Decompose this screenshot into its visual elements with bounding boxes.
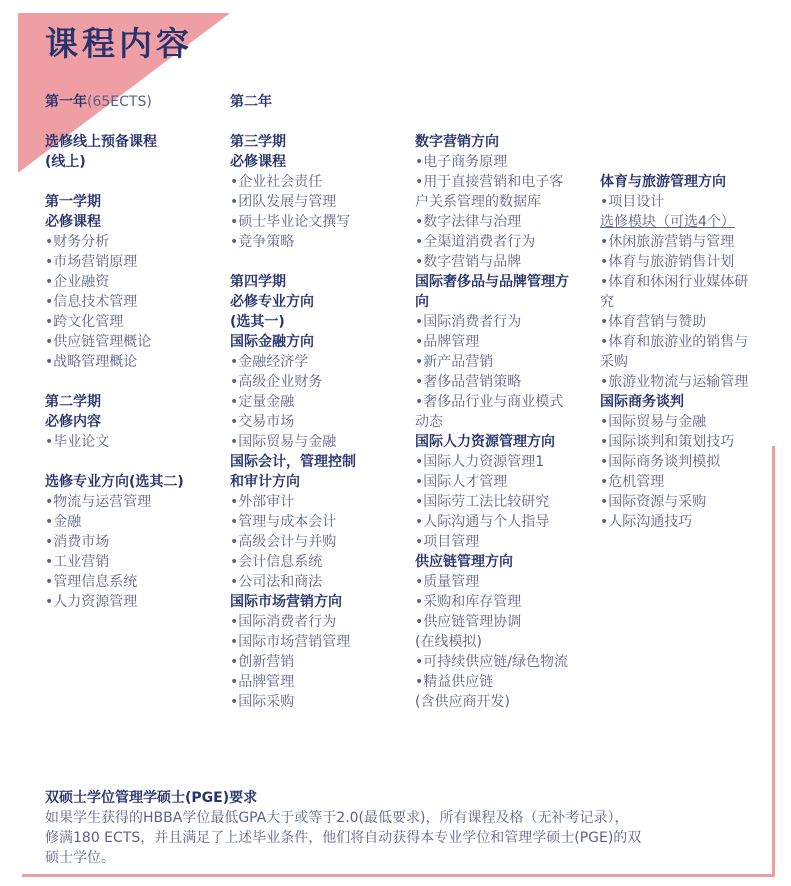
semester4-title: 第四学期 [230,274,286,290]
list-item: •供应链管理概论 [45,334,152,350]
list-item: •企业社会责任 [230,174,323,190]
luxury-track-title: 国际奢侈品与品牌管理方向 [415,274,569,310]
digital-marketing-track-title: 数字营销方向 [415,134,499,150]
list-item: •金融 [45,514,82,530]
list-item: •精益供应链 [415,674,494,690]
list-item: •国际消费者行为 [230,614,337,630]
pge-text-line3: 硕士学位。 [45,850,115,866]
list-item: •电子商务原理 [415,154,508,170]
list-item: •新产品营销 [415,354,494,370]
list-item: •用于直接营销和电子客户关系管理的数据库 [415,174,564,210]
accounting-track-title: 国际会计，管理控制 [230,454,356,470]
year2-heading: 第二年 [230,94,272,110]
list-item: •创新营销 [230,654,295,670]
list-item: •国际谈判和策划技巧 [600,434,735,450]
list-item: •危机管理 [600,474,665,490]
column-year2-c [600,172,762,532]
year1-label: 第一年 [45,94,87,110]
online-prep-title: 选修线上预备课程 [45,134,157,150]
semester3-title: 第三学期 [230,134,286,150]
list-item: •消费市场 [45,534,110,550]
list-item: •团队发展与管理 [230,194,337,210]
list-item: •品牌管理 [415,334,480,350]
list-item: •数字法律与治理 [415,214,522,230]
pge-text-line2: 修满180 ECTS，并且满足了上述毕业条件，他们将自动获得本专业学位和管理学硕士(PGE)的双 [45,830,642,846]
electives-title: 选修专业方向(选其二) [45,474,184,490]
list-item: •项目管理 [415,534,480,550]
list-item: •质量管理 [415,574,480,590]
list-item: •国际人才管理 [415,474,508,490]
list-item: •高级企业财务 [230,374,323,390]
list-item: •体育与旅游销售计划 [600,254,735,270]
list-item: •公司法和商法 [230,574,323,590]
decorative-pink-vertical-line [772,446,775,877]
list-item: •国际市场营销管理 [230,634,351,650]
list-item: •管理与成本会计 [230,514,337,530]
list-item: •国际人力资源管理1 [415,454,545,470]
list-item: •物流与运营管理 [45,494,152,510]
list-item: •毕业论文 [45,434,110,450]
list-item: (含供应商开发) [415,694,510,710]
negotiation-track-title: 国际商务谈判 [600,394,684,410]
list-item: (在线模拟) [415,634,482,650]
semester2-title: 第二学期 [45,394,101,410]
list-item: •竞争策略 [230,234,295,250]
list-item: •旅游业物流与运输管理 [600,374,749,390]
list-item: •外部审计 [230,494,295,510]
list-item: •高级会计与并购 [230,534,337,550]
pge-text-line1: 如果学生获得的HBBA学位最低GPA大于或等于2.0(最低要求)，所有课程及格（无补考记录）， [45,810,629,826]
list-item: •跨文化管理 [45,314,124,330]
sports-tourism-track-title: 体育与旅游管理方向 [600,174,726,190]
intl-marketing-track-title: 国际市场营销方向 [230,594,342,610]
pge-requirements [45,788,765,868]
list-item: •国际贸易与金融 [230,434,337,450]
semester1-title: 第一学期 [45,194,101,210]
list-item: •体育和旅游业的销售与采购 [600,334,749,370]
semester2-subtitle: 必修内容 [45,414,101,430]
decorative-pink-horizontal-line [22,874,775,877]
list-item: •交易市场 [230,414,295,430]
list-item: •品牌管理 [230,674,295,690]
list-item: •人际沟通技巧 [600,514,693,530]
list-item: •企业融资 [45,274,110,290]
list-item: •体育营销与赞助 [600,314,707,330]
list-item: •国际资源与采购 [600,494,707,510]
elective-modules-label: 选修模块（可选4个） [600,214,735,230]
column-year2-b [415,132,575,712]
semester4-subtitle: 必修专业方向 [230,294,314,310]
list-item: •战略管理概论 [45,354,138,370]
list-item: •硕士毕业论文撰写 [230,214,351,230]
finance-track-title: 国际金融方向 [230,334,314,350]
online-prep-subtitle: (线上) [45,154,86,170]
list-item: •财务分析 [45,234,110,250]
list-item: •国际商务谈判模拟 [600,454,721,470]
semester3-subtitle: 必修课程 [230,154,286,170]
list-item: •休闲旅游营销与管理 [600,234,735,250]
list-item: •信息技术管理 [45,294,138,310]
semester1-subtitle: 必修课程 [45,214,101,230]
list-item: •金融经济学 [230,354,309,370]
list-item: •市场营销原理 [45,254,138,270]
semester4-choose-one: (选其一) [230,314,285,330]
year1-heading [45,92,225,112]
supply-chain-track-title: 供应链管理方向 [415,554,513,570]
column-year2-a [230,92,410,712]
list-item: •国际采购 [230,694,295,710]
year1-ects: (65ECTS) [87,94,152,110]
list-item: •国际贸易与金融 [600,414,707,430]
hr-track-title: 国际人力资源管理方向 [415,434,555,450]
accounting-track-title-cont: 和审计方向 [230,474,300,490]
list-item: •人力资源管理 [45,594,138,610]
list-item: •定量金融 [230,394,295,410]
list-item: •项目设计 [600,194,665,210]
list-item: •奢侈品营销策略 [415,374,522,390]
list-item: •工业营销 [45,554,110,570]
list-item: •奢侈品行业与商业模式动态 [415,394,564,430]
list-item: •国际消费者行为 [415,314,522,330]
list-item: •采购和库存管理 [415,594,522,610]
list-item: •会计信息系统 [230,554,323,570]
list-item: •供应链管理协调 [415,614,522,630]
column-year1 [45,92,225,612]
list-item: •国际劳工法比较研究 [415,494,550,510]
list-item: •体育和休闲行业媒体研究 [600,274,749,310]
list-item: •人际沟通与个人指导 [415,514,550,530]
page-title: 课程内容 [45,24,193,63]
list-item: •可持续供应链/绿色物流 [415,654,568,670]
pge-title: 双硕士学位管理学硕士(PGE)要求 [45,790,258,806]
list-item: •全渠道消费者行为 [415,234,536,250]
list-item: •数字营销与品牌 [415,254,522,270]
list-item: •管理信息系统 [45,574,138,590]
